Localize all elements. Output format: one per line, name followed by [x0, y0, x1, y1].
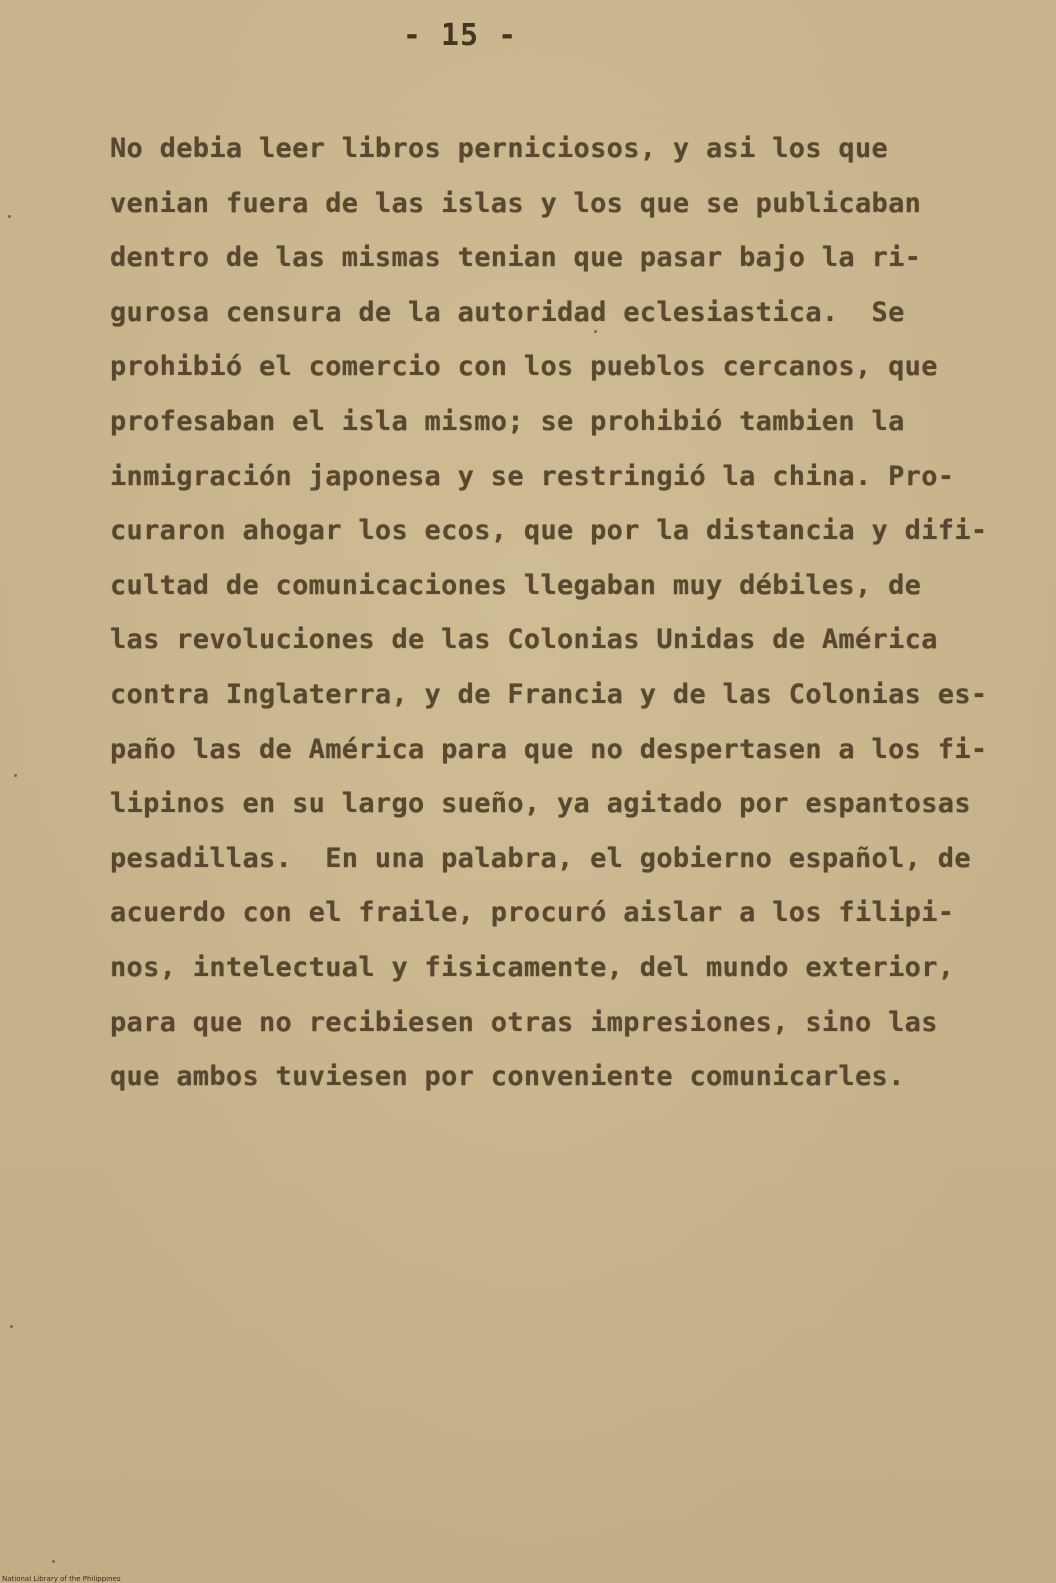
paper-speck [8, 215, 11, 218]
paper-speck [10, 1325, 13, 1328]
paper-speck [14, 774, 17, 777]
paper-speck [594, 330, 597, 333]
text-line: paño las de América para que no despertasen a los fi- [110, 733, 988, 765]
text-line: contra Inglaterra, y de Francia y de las Colonias es- [110, 678, 988, 710]
text-line: nos, intelectual y fisicamente, del mundo exterior, [110, 951, 955, 983]
text-line: prohibió el comercio con los pueblos cercanos, que [110, 351, 938, 383]
text-line: curaron ahogar los ecos, que por la distancia y difi- [110, 515, 988, 547]
text-line: lipinos en su largo sueño, ya agitado por espantosas [110, 788, 971, 820]
text-line: acuerdo con el fraile, procuró aislar a los filipi- [110, 897, 955, 929]
text-line: cultad de comunicaciones llegaban muy débiles, de [110, 569, 922, 601]
body-paragraph [110, 122, 1030, 1105]
text-line: para que no recibiesen otras impresiones, sino las [110, 1006, 938, 1038]
text-line: profesaban el isla mismo; se prohibió tambien la [110, 405, 905, 437]
page-number: - 15 - [402, 18, 518, 53]
text-line: gurosa censura de la autoridad eclesiastica. Se [110, 296, 905, 328]
text-line: venian fuera de las islas y los que se publicaban [110, 187, 922, 219]
footer-credit: National Library of the Philippines [2, 1575, 121, 1583]
text-line: No debia leer libros perniciosos, y asi los que [110, 133, 889, 164]
text-line: inmigración japonesa y se restringió la china. Pro- [110, 460, 955, 492]
text-line: pesadillas. En una palabra, el gobierno español, de [110, 842, 971, 874]
text-line: que ambos tuviesen por conveniente comunicarles. [110, 1061, 905, 1093]
text-line: dentro de las mismas tenian que pasar bajo la ri- [110, 242, 922, 274]
paper-speck [52, 1560, 55, 1563]
text-line: las revoluciones de las Colonias Unidas de América [110, 624, 938, 656]
